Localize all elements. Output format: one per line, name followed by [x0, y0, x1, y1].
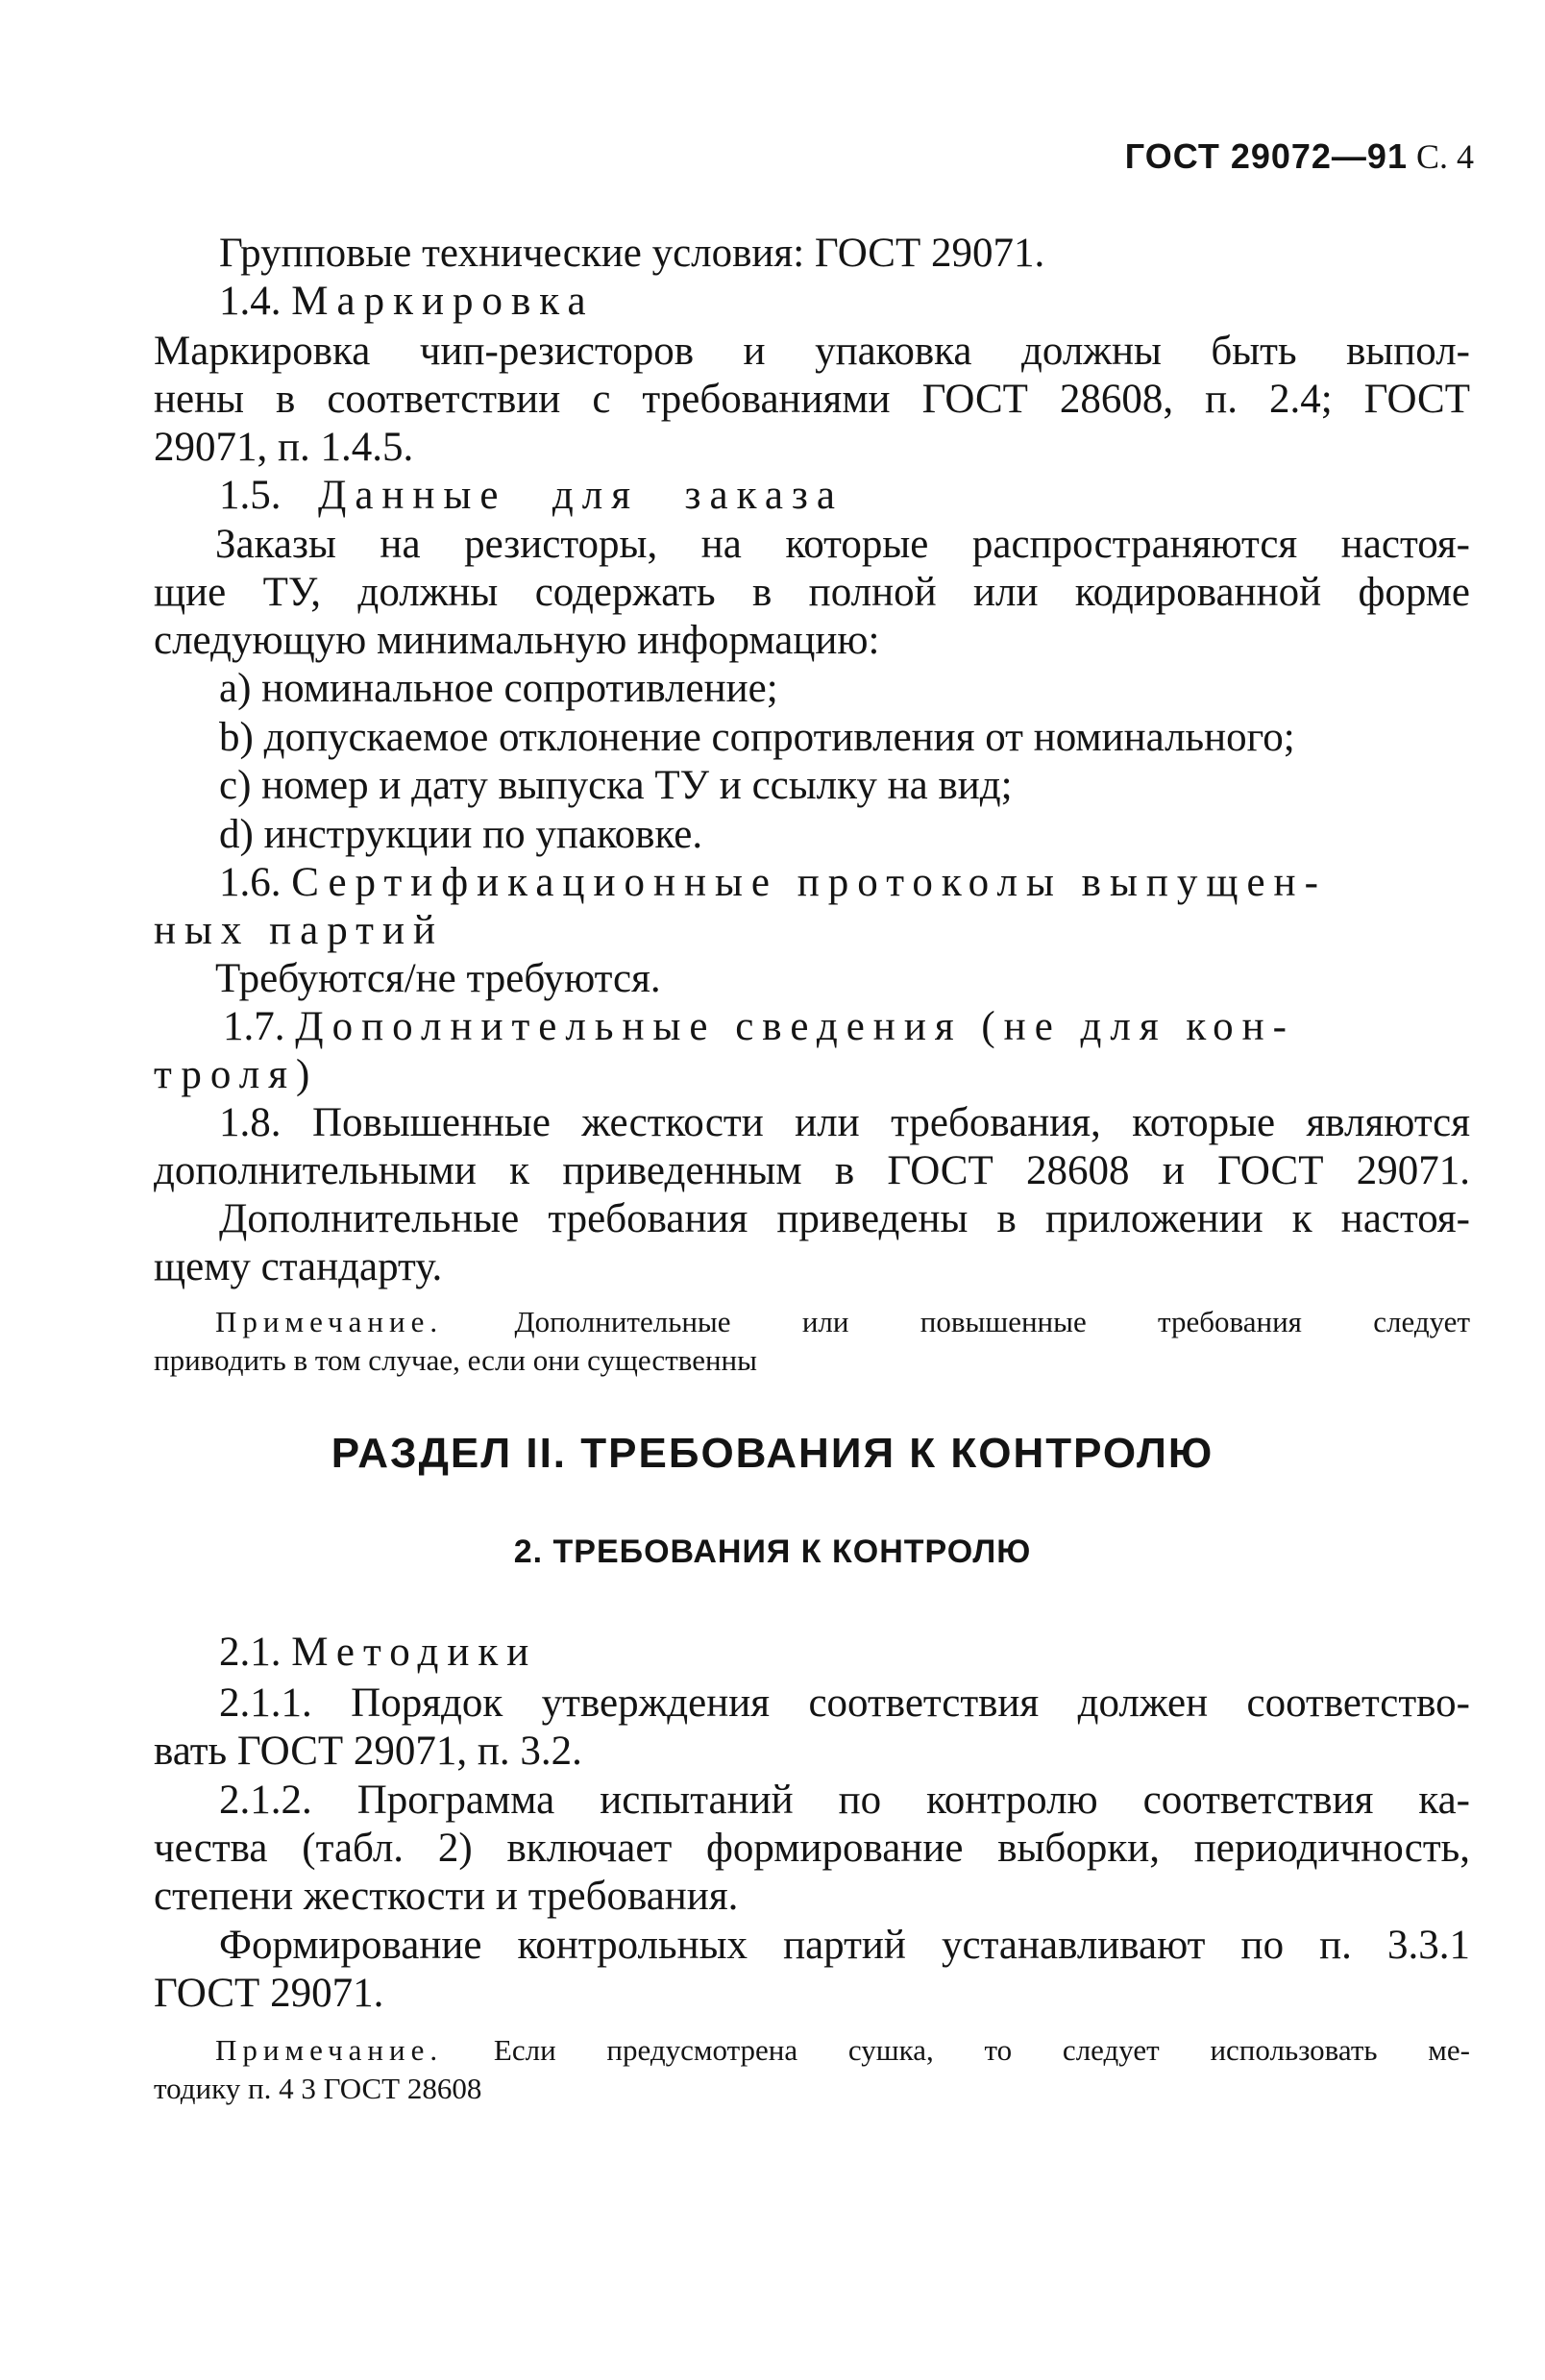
note-text: Если предусмотрена сушка, то следует использовать ме- [493, 2033, 1471, 2067]
clause-title: Сертификационные протоколы выпущен- [291, 860, 1327, 905]
text-line: Заказы на резисторы, на которые распространяются настоя- [215, 522, 1470, 567]
clause-number: 1.6. [219, 860, 282, 905]
note-label: Примечание. [215, 1305, 444, 1338]
section-heading-1-6 [219, 858, 1468, 908]
section-heading-1-7 [223, 1002, 1472, 1052]
text-line: троля) [154, 1052, 319, 1097]
page-header [1125, 136, 1474, 177]
clause-number: 1.7. [223, 1004, 285, 1049]
note-line [215, 2031, 1470, 2070]
text-line: Групповые технические условия: ГОСТ 29071. [219, 231, 1045, 276]
text-line: щему стандарту. [154, 1244, 443, 1289]
text-line: 1.8. Повышенные жесткости или требования, которые являются [219, 1100, 1470, 1145]
note-label: Примечание. [215, 2033, 444, 2067]
clause-title: Данные для заказа [318, 473, 844, 518]
text-line: Требуются/не требуются. [215, 956, 661, 1001]
list-item: c) номер и дату выпуска ТУ и ссылку на вид; [219, 763, 1013, 808]
text-line: 2.1.2. Программа испытаний по контролю соответствия ка- [219, 1778, 1470, 1823]
section-heading-2-1 [219, 1628, 1468, 1678]
text-line: вать ГОСТ 29071, п. 3.2. [154, 1729, 582, 1774]
text-line: следующую минимальную информацию: [154, 618, 880, 663]
note-line: приводить в том случае, если они существенны [154, 1343, 757, 1377]
clause-number: 2.1. [219, 1630, 282, 1675]
text-line: Дополнительные требования приведены в приложении к настоя- [219, 1196, 1470, 1241]
text-line: ных партий [154, 908, 444, 953]
note-line [215, 1303, 1470, 1341]
list-item: d) инструкции по упаковке. [219, 812, 703, 857]
section-heading-1-4 [219, 277, 1468, 327]
text-line: чества (табл. 2) включает формирование выборки, периодичность, [154, 1826, 1470, 1871]
list-item: b) допускаемое отклонение сопротивления от номинального; [219, 715, 1295, 760]
clause-title: Маркировка [291, 279, 595, 324]
text-line: Маркировка чип-резисторов и упаковка должны быть выпол- [154, 329, 1470, 374]
text-line: 2.1.1. Порядок утверждения соответствия должен соответство- [219, 1681, 1470, 1726]
subsection-title: 2. ТРЕБОВАНИЯ К КОНТРОЛЮ [513, 1534, 1032, 1570]
text-line: ГОСТ 29071. [154, 1971, 384, 2016]
clause-number: 1.4. [219, 279, 282, 324]
clause-title: Методики [291, 1630, 538, 1675]
text-line: щие ТУ, должны содержать в полной или кодированной форме [154, 570, 1470, 615]
clause-number: 1.5. [219, 473, 282, 518]
note-line: тодику п. 4 3 ГОСТ 28608 [154, 2072, 482, 2105]
text-line: степени жесткости и требования. [154, 1874, 739, 1919]
section-heading-1-5 [219, 471, 844, 521]
text-line: дополнительными к приведенным в ГОСТ 28608 и ГОСТ 29071. [154, 1148, 1470, 1193]
text-line: 29071, п. 1.4.5. [154, 425, 414, 470]
standard-number: ГОСТ 29072—91 [1124, 136, 1408, 176]
text-line: Формирование контрольных партий устанавливают по п. 3.3.1 [219, 1923, 1470, 1968]
text-line: нены в соответствии с требованиями ГОСТ 28608, п. 2.4; ГОСТ [154, 377, 1470, 422]
page-number: С. 4 [1415, 137, 1474, 176]
list-item: a) номинальное сопротивление; [219, 666, 778, 711]
section-title: РАЗДЕЛ II. ТРЕБОВАНИЯ К КОНТРОЛЮ [331, 1430, 1214, 1477]
note-text: Дополнительные или повышенные требования следует [514, 1305, 1470, 1338]
clause-title: Дополнительные сведения (не для кон- [295, 1004, 1295, 1049]
